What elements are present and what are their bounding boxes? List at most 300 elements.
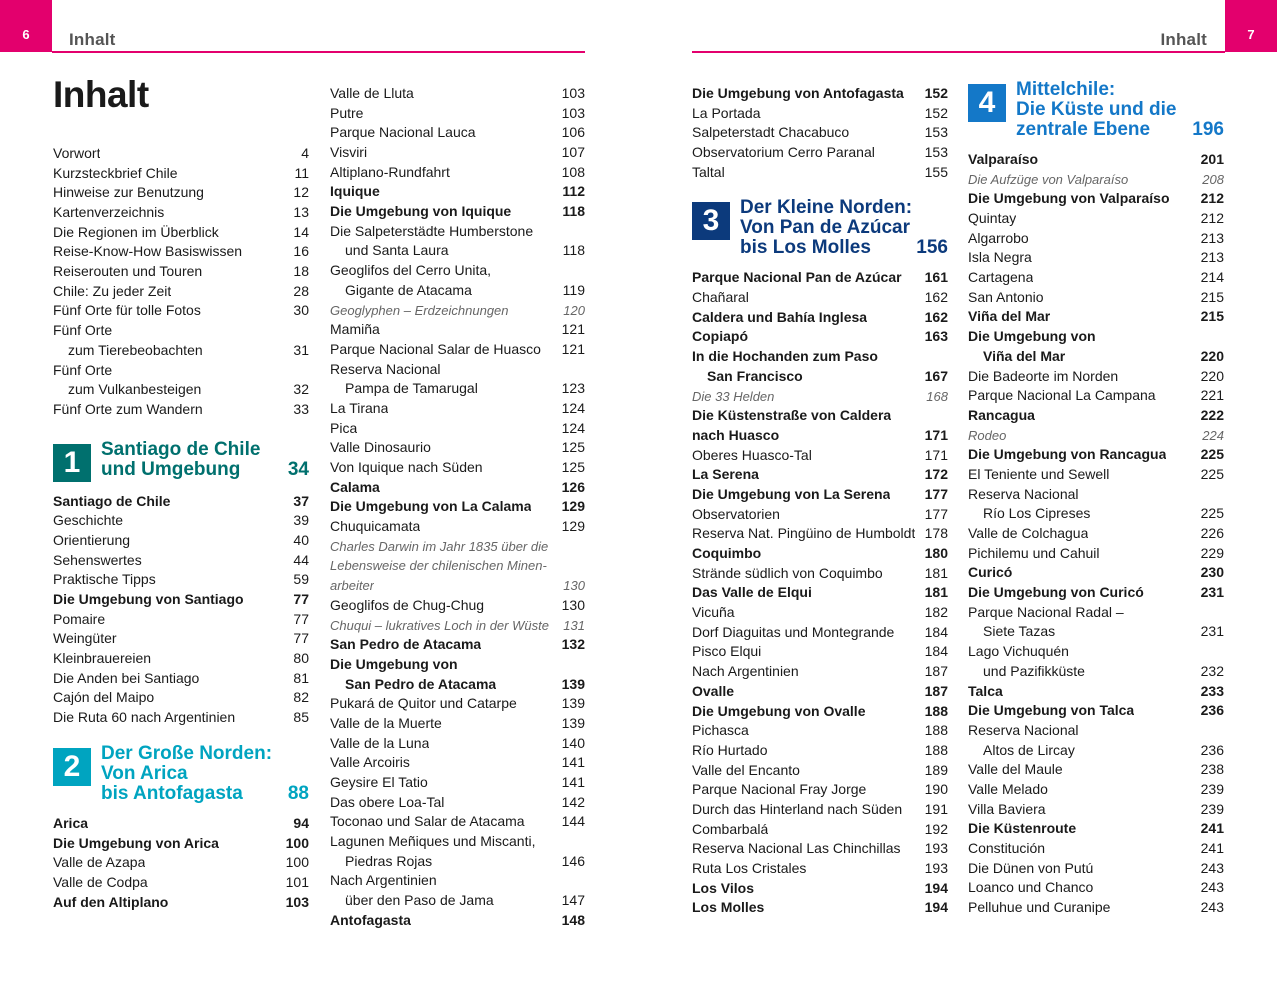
toc-entry xyxy=(692,682,948,702)
toc-entry-page: 103 xyxy=(561,104,585,121)
toc-entry xyxy=(53,531,309,551)
toc-entry-page: 100 xyxy=(285,834,309,851)
toc-entry-title: und Santa Laura xyxy=(345,242,449,259)
toc-column-4 xyxy=(968,80,1224,918)
toc-entry xyxy=(692,288,948,308)
toc-entry-page: 193 xyxy=(924,860,948,877)
toc-entry xyxy=(968,623,1224,643)
toc-entry-title: Parque Nacional Lauca xyxy=(330,124,476,141)
chapter-title-line: Mittelchile: xyxy=(1016,79,1116,100)
toc-entry xyxy=(692,741,948,761)
toc-entry xyxy=(330,399,585,419)
toc-entry-title: Die Umgebung von La Calama xyxy=(330,498,532,515)
toc-entry-page: 236 xyxy=(1200,702,1224,719)
toc-entry-title: Die Umgebung von Iquique xyxy=(330,203,512,220)
toc-entry-title: Observatorium Cerro Paranal xyxy=(692,144,875,161)
toc-entry xyxy=(53,302,309,322)
toc-entry-page: 241 xyxy=(1200,820,1224,837)
toc-entry-title: La Tirana xyxy=(330,399,389,416)
toc-entry-page: 101 xyxy=(285,873,309,890)
toc-entry-page: 124 xyxy=(561,419,585,436)
toc-entry xyxy=(692,328,948,348)
toc-entry-title: Parque Nacional Fray Jorge xyxy=(692,781,867,798)
toc-entry-title: Los Vilos xyxy=(692,879,754,896)
toc-entry-page: 233 xyxy=(1200,682,1224,699)
toc-entry-title: Reserva Nacional xyxy=(968,485,1079,502)
toc-entry xyxy=(53,321,309,341)
toc-entry xyxy=(692,820,948,840)
toc-entry-page: 225 xyxy=(1200,465,1224,482)
toc-entry-title: Parque Nacional Pan de Azúcar xyxy=(692,269,902,286)
toc-entry xyxy=(968,682,1224,702)
toc-entry-page: 108 xyxy=(561,163,585,180)
toc-entry-title: Orientierung xyxy=(53,531,131,548)
toc-entry xyxy=(692,308,948,328)
toc-entry-page: 106 xyxy=(561,124,585,141)
toc-entry xyxy=(968,327,1224,347)
toc-entry-title: Praktische Tipps xyxy=(53,571,156,588)
toc-entry-title: Rodeo xyxy=(968,427,1007,443)
toc-entry-title: Viña del Mar xyxy=(968,308,1051,325)
chapter-page-number: 88 xyxy=(287,782,309,804)
chapter-title-line: Von Pan de Azúcar xyxy=(740,217,910,239)
toc-column-1 xyxy=(53,144,309,912)
toc-entry-title: Gigante de Atacama xyxy=(345,281,472,298)
toc-entry xyxy=(968,308,1224,328)
toc-entry xyxy=(968,721,1224,741)
toc-entry xyxy=(968,642,1224,662)
toc-entry xyxy=(53,893,309,913)
toc-entry-page: 126 xyxy=(561,478,585,495)
toc-entry-page: 184 xyxy=(924,623,948,640)
toc-entry-title: Geoglifos de Chug-Chug xyxy=(330,596,485,613)
toc-entry-page: 163 xyxy=(924,328,948,345)
toc-entry-title: Kleinbrauereien xyxy=(53,650,152,667)
toc-entry-page: 239 xyxy=(1200,800,1224,817)
chapter-title xyxy=(740,198,912,258)
toc-entry xyxy=(53,341,309,361)
toc-entry xyxy=(330,222,585,242)
toc-entry xyxy=(968,367,1224,387)
toc-entry xyxy=(330,655,585,675)
toc-entry xyxy=(968,170,1224,190)
toc-entry xyxy=(53,814,309,834)
toc-entry xyxy=(53,853,309,873)
toc-entry-title: Caldera und Bahía Inglesa xyxy=(692,308,868,325)
toc-entry-title: Geschichte xyxy=(53,512,124,529)
toc-entry xyxy=(53,551,309,571)
toc-entry-page: 177 xyxy=(924,485,948,502)
toc-entry-title: Die Umgebung von Curicó xyxy=(968,584,1144,601)
toc-entry xyxy=(53,649,309,669)
toc-entry-page: 28 xyxy=(293,282,309,299)
toc-entry-title: Cajón del Maipo xyxy=(53,689,155,706)
toc-entry-title: Geysire El Tatio xyxy=(330,774,428,791)
toc-entry-page: 243 xyxy=(1200,879,1224,896)
toc-entry-title: Valle Dinosaurio xyxy=(330,439,431,456)
toc-entry-title: Die Regionen im Überblick xyxy=(53,223,219,240)
toc-entry-title: Das Valle de Elqui xyxy=(692,584,812,601)
toc-entry-title: Nach Argentinien xyxy=(330,872,437,889)
toc-entry xyxy=(330,812,585,832)
toc-entry-page: 181 xyxy=(924,564,948,581)
toc-entry-title: Reserva Nacional xyxy=(330,360,441,377)
toc-entry xyxy=(330,242,585,262)
toc-entry xyxy=(692,800,948,820)
toc-entry-title: Auf den Altiplano xyxy=(53,893,169,910)
toc-entry-title: Reiserouten und Touren xyxy=(53,263,203,280)
toc-entry xyxy=(968,563,1224,583)
toc-entry-title: Arica xyxy=(53,814,89,831)
toc-entry-page: 139 xyxy=(561,675,585,692)
toc-entry-title: Die Aufzüge von Valparaíso xyxy=(968,171,1129,187)
toc-entry xyxy=(968,760,1224,780)
toc-entry-page: 213 xyxy=(1200,249,1224,266)
toc-entry xyxy=(330,419,585,439)
toc-entry-page: 119 xyxy=(562,281,585,298)
toc-entry xyxy=(692,879,948,899)
toc-entry-title: Das obere Loa-Tal xyxy=(330,793,445,810)
toc-entry xyxy=(692,623,948,643)
toc-entry-title: Valle de la Luna xyxy=(330,734,430,751)
toc-entry xyxy=(330,360,585,380)
toc-entry-title: Ovalle xyxy=(692,682,735,699)
toc-entry xyxy=(692,123,948,143)
toc-entry-title: Die Küstenstraße von Caldera xyxy=(692,407,892,424)
toc-entry xyxy=(968,878,1224,898)
toc-entry xyxy=(53,262,309,282)
toc-entry-page: 124 xyxy=(561,399,585,416)
toc-entry xyxy=(692,84,948,104)
toc-entry-title: La Portada xyxy=(692,104,761,121)
toc-entry-title: Valparaíso xyxy=(968,150,1039,167)
toc-entry xyxy=(53,610,309,630)
toc-entry-page: 231 xyxy=(1200,584,1224,601)
toc-entry xyxy=(968,288,1224,308)
toc-entry-page: 16 xyxy=(293,243,309,260)
toc-entry xyxy=(692,643,948,663)
toc-entry-page: 208 xyxy=(1202,171,1224,187)
chapter-title xyxy=(1016,80,1176,140)
toc-entry xyxy=(968,465,1224,485)
toc-entry xyxy=(692,721,948,741)
toc-entry-title: In die Hochanden zum Paso xyxy=(692,348,878,365)
toc-entry-page: 172 xyxy=(924,466,948,483)
toc-entry xyxy=(968,741,1224,761)
page-title: Inhalt xyxy=(53,74,149,115)
chapter-number-badge: 3 xyxy=(692,202,730,240)
chapter-4-entries xyxy=(968,150,1224,918)
toc-entry-title: Die Umgebung von Talca xyxy=(968,702,1135,719)
toc-entry-page: 44 xyxy=(293,551,309,568)
toc-entry-page: 215 xyxy=(1200,288,1224,305)
toc-entry xyxy=(968,603,1224,623)
toc-entry-page: 100 xyxy=(285,854,309,871)
toc-entry-page: 188 xyxy=(924,702,948,719)
toc-entry-title: Taltal xyxy=(692,163,725,180)
right-page-number: 7 xyxy=(1225,0,1277,52)
toc-entry xyxy=(330,143,585,163)
chapter-number-badge: 4 xyxy=(968,84,1006,122)
toc-entry xyxy=(53,164,309,184)
chapter-page-number: 196 xyxy=(1192,119,1224,140)
toc-entry xyxy=(968,406,1224,426)
toc-entry-title: Putre xyxy=(330,104,364,121)
toc-entry-page: 193 xyxy=(924,840,948,857)
toc-entry xyxy=(330,793,585,813)
toc-entry xyxy=(692,143,948,163)
right-running-header: Inhalt xyxy=(1160,30,1207,49)
toc-entry-page: 192 xyxy=(924,820,948,837)
toc-entry-title: nach Huasco xyxy=(692,426,780,443)
toc-entry-title: Vicuña xyxy=(692,604,735,621)
toc-entry xyxy=(330,261,585,281)
toc-entry-title: San Pedro de Atacama xyxy=(330,636,482,653)
toc-entry xyxy=(692,163,948,183)
toc-entry-page: 190 xyxy=(924,781,948,798)
toc-entry xyxy=(53,834,309,854)
toc-entry-page: 181 xyxy=(924,584,948,601)
toc-entry-page: 131 xyxy=(563,617,585,633)
toc-entry-page: 189 xyxy=(924,761,948,778)
toc-entry-title: Reserva Nacional Las Chinchillas xyxy=(692,840,901,857)
toc-entry-title: Die Salpeterstädte Humberstone xyxy=(330,222,534,239)
toc-entry xyxy=(692,780,948,800)
toc-entry-page: 152 xyxy=(924,104,948,121)
toc-entry-title: Los Molles xyxy=(692,899,765,916)
toc-entry-title: Altiplano-Rundfahrt xyxy=(330,163,450,180)
toc-entry xyxy=(692,898,948,918)
toc-entry-page: 212 xyxy=(1200,210,1224,227)
toc-entry xyxy=(968,524,1224,544)
toc-entry-title: Altos de Lircay xyxy=(983,741,1075,758)
toc-entry xyxy=(330,675,585,695)
toc-entry xyxy=(53,590,309,610)
toc-entry-title: Toconao und Salar de Atacama xyxy=(330,813,525,830)
toc-entry-title: Die Umgebung von xyxy=(330,655,458,672)
toc-entry xyxy=(692,839,948,859)
toc-entry-page: 121 xyxy=(561,340,585,357)
toc-entry-title: Chuqui – lukratives Loch in der Wüste xyxy=(330,617,549,633)
toc-entry xyxy=(968,800,1224,820)
toc-entry xyxy=(968,426,1224,446)
toc-entry xyxy=(330,616,585,636)
toc-entry-title: arbeiter xyxy=(330,578,375,594)
toc-entry-title: Pica xyxy=(330,419,358,436)
toc-entry-title: Vorwort xyxy=(53,144,101,161)
toc-entry-page: 162 xyxy=(924,308,948,325)
toc-entry-title: Pisco Elqui xyxy=(692,643,762,660)
toc-entry-page: 220 xyxy=(1200,347,1224,364)
toc-entry-page: 152 xyxy=(924,84,948,101)
toc-entry-title: Chuquicamata xyxy=(330,518,421,535)
toc-entry-page: 130 xyxy=(563,578,585,594)
toc-entry-title: Copiapó xyxy=(692,328,748,345)
chapter-title-line: Die Küste und die xyxy=(1016,99,1177,120)
toc-entry-page: 118 xyxy=(562,242,585,259)
chapter-page-number: 156 xyxy=(916,237,948,259)
toc-entry-title: Kartenverzeichnis xyxy=(53,204,165,221)
toc-entry-page: 155 xyxy=(924,163,948,180)
toc-entry-title: Die Dünen von Putú xyxy=(968,859,1094,876)
toc-entry xyxy=(692,485,948,505)
toc-entry-title: Valle de Lluta xyxy=(330,84,414,101)
toc-entry xyxy=(968,544,1224,564)
toc-entry-title: Fünf Orte zum Wandern xyxy=(53,400,203,417)
toc-entry-page: 125 xyxy=(561,459,585,476)
right-header-rule xyxy=(692,51,1225,53)
toc-entry-title: Coquimbo xyxy=(692,545,762,562)
toc-entry xyxy=(692,524,948,544)
toc-entry xyxy=(53,242,309,262)
toc-entry xyxy=(692,406,948,426)
toc-entry xyxy=(330,557,585,577)
chapter-page-number: 34 xyxy=(287,458,309,480)
toc-entry xyxy=(968,347,1224,367)
toc-entry xyxy=(692,603,948,623)
toc-entry-page: 230 xyxy=(1200,564,1224,581)
toc-entry xyxy=(53,708,309,728)
toc-entry xyxy=(692,662,948,682)
left-running-header: Inhalt xyxy=(69,30,116,49)
toc-entry xyxy=(53,629,309,649)
chapter-title-line: zentrale Ebene xyxy=(1016,119,1151,140)
toc-entry-title: Algarrobo xyxy=(968,229,1029,246)
toc-entry xyxy=(968,209,1224,229)
toc-entry-page: 187 xyxy=(924,663,948,680)
toc-entry-title: Valle Melado xyxy=(968,780,1048,797)
toc-entry-title: Valle Arcoiris xyxy=(330,754,410,771)
toc-entry-title: Visviri xyxy=(330,144,368,161)
toc-entry-title: Die Umgebung von Valparaíso xyxy=(968,190,1170,207)
chapter-title-line: Der Große Norden: xyxy=(101,742,273,764)
chapter-title xyxy=(101,744,272,804)
toc-entry xyxy=(968,662,1224,682)
chapter-number-badge: 1 xyxy=(53,444,91,482)
toc-entry-page: 226 xyxy=(1200,525,1224,542)
toc-entry-page: 167 xyxy=(924,367,948,384)
toc-entry-title: Viña del Mar xyxy=(983,347,1066,364)
toc-entry-page: 161 xyxy=(924,269,948,286)
toc-entry-title: Antofagasta xyxy=(330,911,411,928)
toc-entry xyxy=(692,387,948,407)
toc-entry xyxy=(330,891,585,911)
toc-entry-page: 12 xyxy=(293,184,309,201)
toc-entry-title: Die Umgebung von Arica xyxy=(53,834,219,851)
toc-entry-title: Valle de Codpa xyxy=(53,873,148,890)
toc-entry-title: Río Hurtado xyxy=(692,741,768,758)
toc-entry-page: 30 xyxy=(293,302,309,319)
toc-entry-title: Weingüter xyxy=(53,630,117,647)
toc-entry-page: 178 xyxy=(924,525,948,542)
toc-entry-title: Geoglyphen – Erdzeichnungen xyxy=(330,302,509,318)
toc-entry-page: 147 xyxy=(561,892,585,909)
toc-entry-title: La Serena xyxy=(692,466,759,483)
toc-entry-page: 129 xyxy=(561,518,585,535)
toc-entry-title: Die Umgebung von Rancagua xyxy=(968,446,1167,463)
toc-entry-page: 177 xyxy=(924,505,948,522)
toc-entry-title: San Pedro de Atacama xyxy=(345,675,497,692)
toc-entry-title: Valle del Encanto xyxy=(692,761,800,778)
toc-entry-page: 221 xyxy=(1200,387,1224,404)
toc-entry xyxy=(330,753,585,773)
toc-entry xyxy=(330,478,585,498)
toc-entry xyxy=(330,202,585,222)
toc-entry-page: 125 xyxy=(561,439,585,456)
chapter-title-line: bis Antofagasta xyxy=(101,782,243,804)
toc-entry-page: 14 xyxy=(293,223,309,240)
toc-entry-title: Pichasca xyxy=(692,722,749,739)
toc-entry-page: 123 xyxy=(561,380,585,397)
toc-entry-page: 220 xyxy=(1200,367,1224,384)
toc-entry-page: 184 xyxy=(924,643,948,660)
toc-entry-page: 140 xyxy=(561,734,585,751)
toc-entry xyxy=(692,367,948,387)
toc-entry xyxy=(330,281,585,301)
toc-entry xyxy=(330,911,585,931)
toc-entry xyxy=(330,714,585,734)
toc-entry xyxy=(692,347,948,367)
toc-entry-title: Dorf Diaguitas und Montegrande xyxy=(692,623,895,640)
toc-entry-title: Río Los Cipreses xyxy=(983,505,1091,522)
toc-entry xyxy=(968,819,1224,839)
toc-entry-page: 153 xyxy=(924,144,948,161)
toc-entry xyxy=(692,446,948,466)
toc-entry-title: Geoglifos del Cerro Unita, xyxy=(330,262,492,279)
toc-entry-page: 121 xyxy=(561,321,585,338)
toc-entry xyxy=(330,832,585,852)
toc-entry-page: 231 xyxy=(1200,623,1224,640)
toc-entry-title: Pichilemu und Cahuil xyxy=(968,544,1100,561)
toc-entry-page: 187 xyxy=(924,682,948,699)
toc-entry xyxy=(968,150,1224,170)
toc-entry-title: Parque Nacional Salar de Huasco xyxy=(330,340,541,357)
toc-entry-page: 236 xyxy=(1200,741,1224,758)
toc-entry-title: Talca xyxy=(968,682,1003,699)
toc-entry-title: Fünf Orte xyxy=(53,322,113,339)
toc-entry-title: Valle del Maule xyxy=(968,761,1063,778)
toc-entry xyxy=(330,379,585,399)
toc-entry-page: 239 xyxy=(1200,780,1224,797)
toc-entry xyxy=(330,734,585,754)
chapter-2-heading xyxy=(53,744,309,804)
toc-entry-page: 224 xyxy=(1202,427,1224,443)
toc-entry xyxy=(53,144,309,164)
toc-entry xyxy=(330,320,585,340)
toc-entry-page: 142 xyxy=(561,793,585,810)
toc-entry-title: Oberes Huasco-Tal xyxy=(692,446,812,463)
toc-entry-title: Die Umgebung von Antofagasta xyxy=(692,84,904,101)
toc-entry xyxy=(53,511,309,531)
toc-entry-title: zum Tierebeobachten xyxy=(68,341,203,358)
toc-entry-page: 37 xyxy=(293,492,309,509)
toc-entry-page: 112 xyxy=(562,183,585,200)
toc-entry-page: 232 xyxy=(1200,662,1224,679)
toc-entry-page: 85 xyxy=(293,709,309,726)
chapter-2-entries xyxy=(53,814,309,912)
toc-entry-page: 31 xyxy=(293,341,309,358)
toc-entry-title: Santiago de Chile xyxy=(53,492,171,509)
toc-entry xyxy=(53,380,309,400)
toc-entry-page: 77 xyxy=(293,630,309,647)
toc-entry xyxy=(968,701,1224,721)
toc-entry-title: Observatorien xyxy=(692,505,780,522)
toc-entry xyxy=(968,248,1224,268)
toc-entry-title: Kurzsteckbrief Chile xyxy=(53,164,178,181)
toc-entry-page: 81 xyxy=(293,669,309,686)
toc-entry-page: 103 xyxy=(285,893,309,910)
toc-entry-page: 229 xyxy=(1200,544,1224,561)
